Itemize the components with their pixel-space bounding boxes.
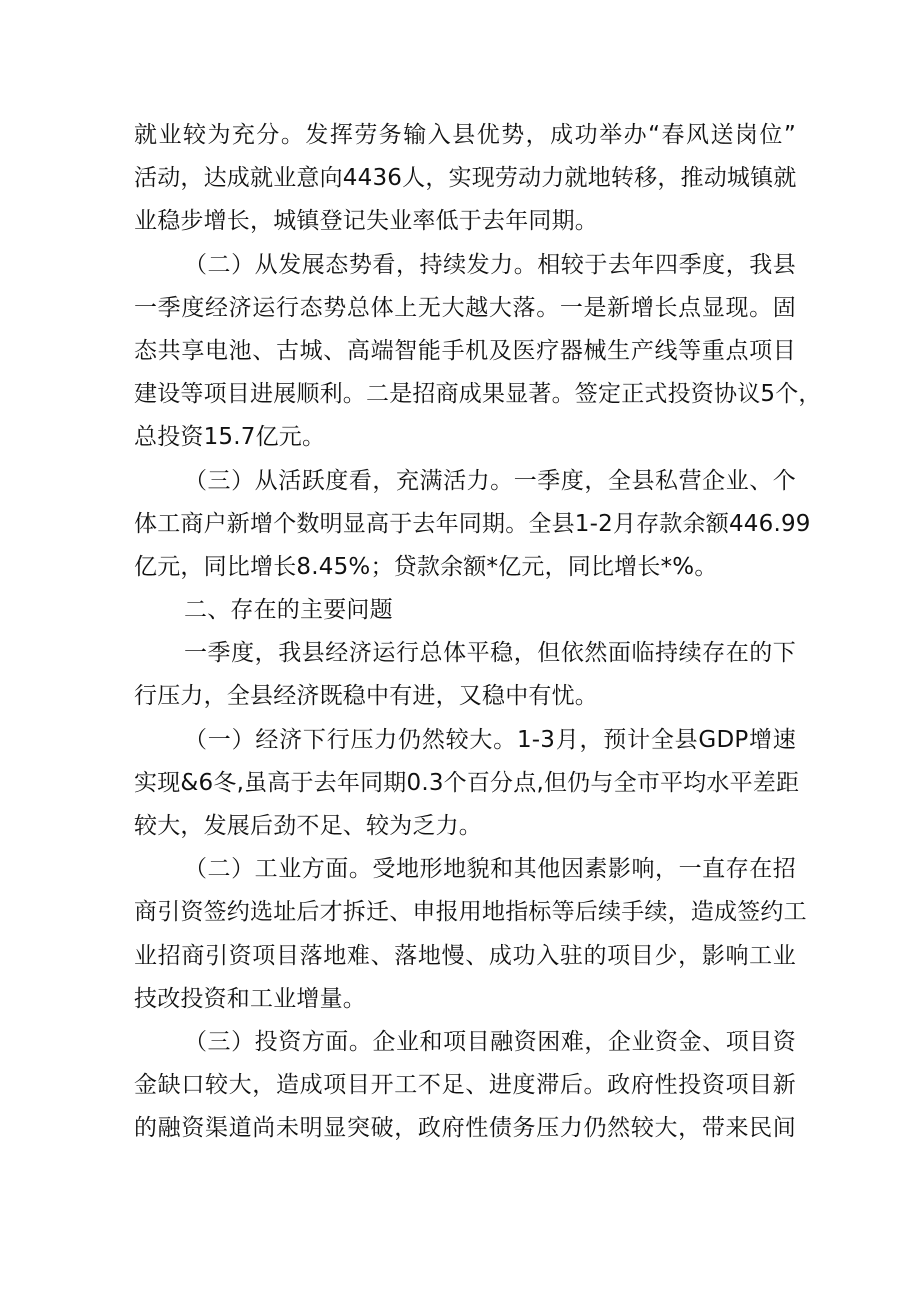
paragraph-heading-line: （三）投资方面。企业和项目融资困难，企业资金、项目资 <box>184 1028 796 1055</box>
text-line: 就业较为充分。发挥劳务输入县优势，成功举办“春风送岗位” <box>134 122 796 148</box>
paragraph-heading-line: （一）经济下行压力仍然较大。1-3月，预计全县GDP增速 <box>184 726 796 753</box>
text-line: 总投资15.7亿元。 <box>134 424 326 451</box>
paragraph-heading-line: （三）从活跃度看，充满活力。一季度，全县私营企业、个 <box>184 467 796 494</box>
text-line: 体工商户新增个数明显高于去年同期。全县1-2月存款余额446.99 <box>134 510 811 537</box>
text-line: 建设等项目进展顺利。二是招商成果显著。签定正式投资协议5个， <box>134 381 822 408</box>
text-line: 技改投资和工业增量。 <box>134 985 366 1012</box>
text-line: 业招商引资项目落地难、落地慢、成功入驻的项目少，影响工业 <box>134 942 796 969</box>
text-line: 行压力，全县经济既稳中有进，又稳中有忧。 <box>134 683 598 710</box>
text-line: 商引资签约选址后才拆迁、申报用地指标等后续手续，造成签约工 <box>134 899 807 926</box>
text-line: 的融资渠道尚未明显突破，政府性债务压力仍然较大，带来民间 <box>134 1115 796 1142</box>
text-line: 实现&6冬,虽高于去年同期0.3个百分点,但仍与全市平均水平差距 <box>134 769 800 796</box>
text-line: 亿元，同比增长8.45%；贷款余额*亿元，同比增长*%。 <box>134 553 718 580</box>
text-line: 金缺口较大，造成项目开工不足、进度滞后。政府性投资项目新 <box>134 1072 796 1099</box>
text-line: 一季度经济运行态势总体上无大越大落。一是新增长点显现。固 <box>134 294 796 321</box>
text-line: 态共享电池、古城、高端智能手机及医疗器械生产线等重点项目 <box>134 337 796 364</box>
paragraph-heading-line: （二）从发展态势看，持续发力。相较于去年四季度，我县 <box>184 251 796 278</box>
text-line: 较大，发展后劲不足、较为乏力。 <box>134 813 482 839</box>
section-heading: 二、存在的主要问题 <box>184 597 393 624</box>
paragraph-heading-line: （二）工业方面。受地形地貌和其他因素影响，一直存在招 <box>184 856 796 883</box>
text-line: 一季度，我县经济运行总体平稳，但依然面临持续存在的下 <box>184 640 796 667</box>
text-line: 活动，达成就业意向4436人，实现劳动力就地转移，推动城镇就 <box>134 165 797 192</box>
text-line: 业稳步增长，城镇登记失业率低于去年同期。 <box>134 208 598 235</box>
body-text <box>134 114 822 1151</box>
